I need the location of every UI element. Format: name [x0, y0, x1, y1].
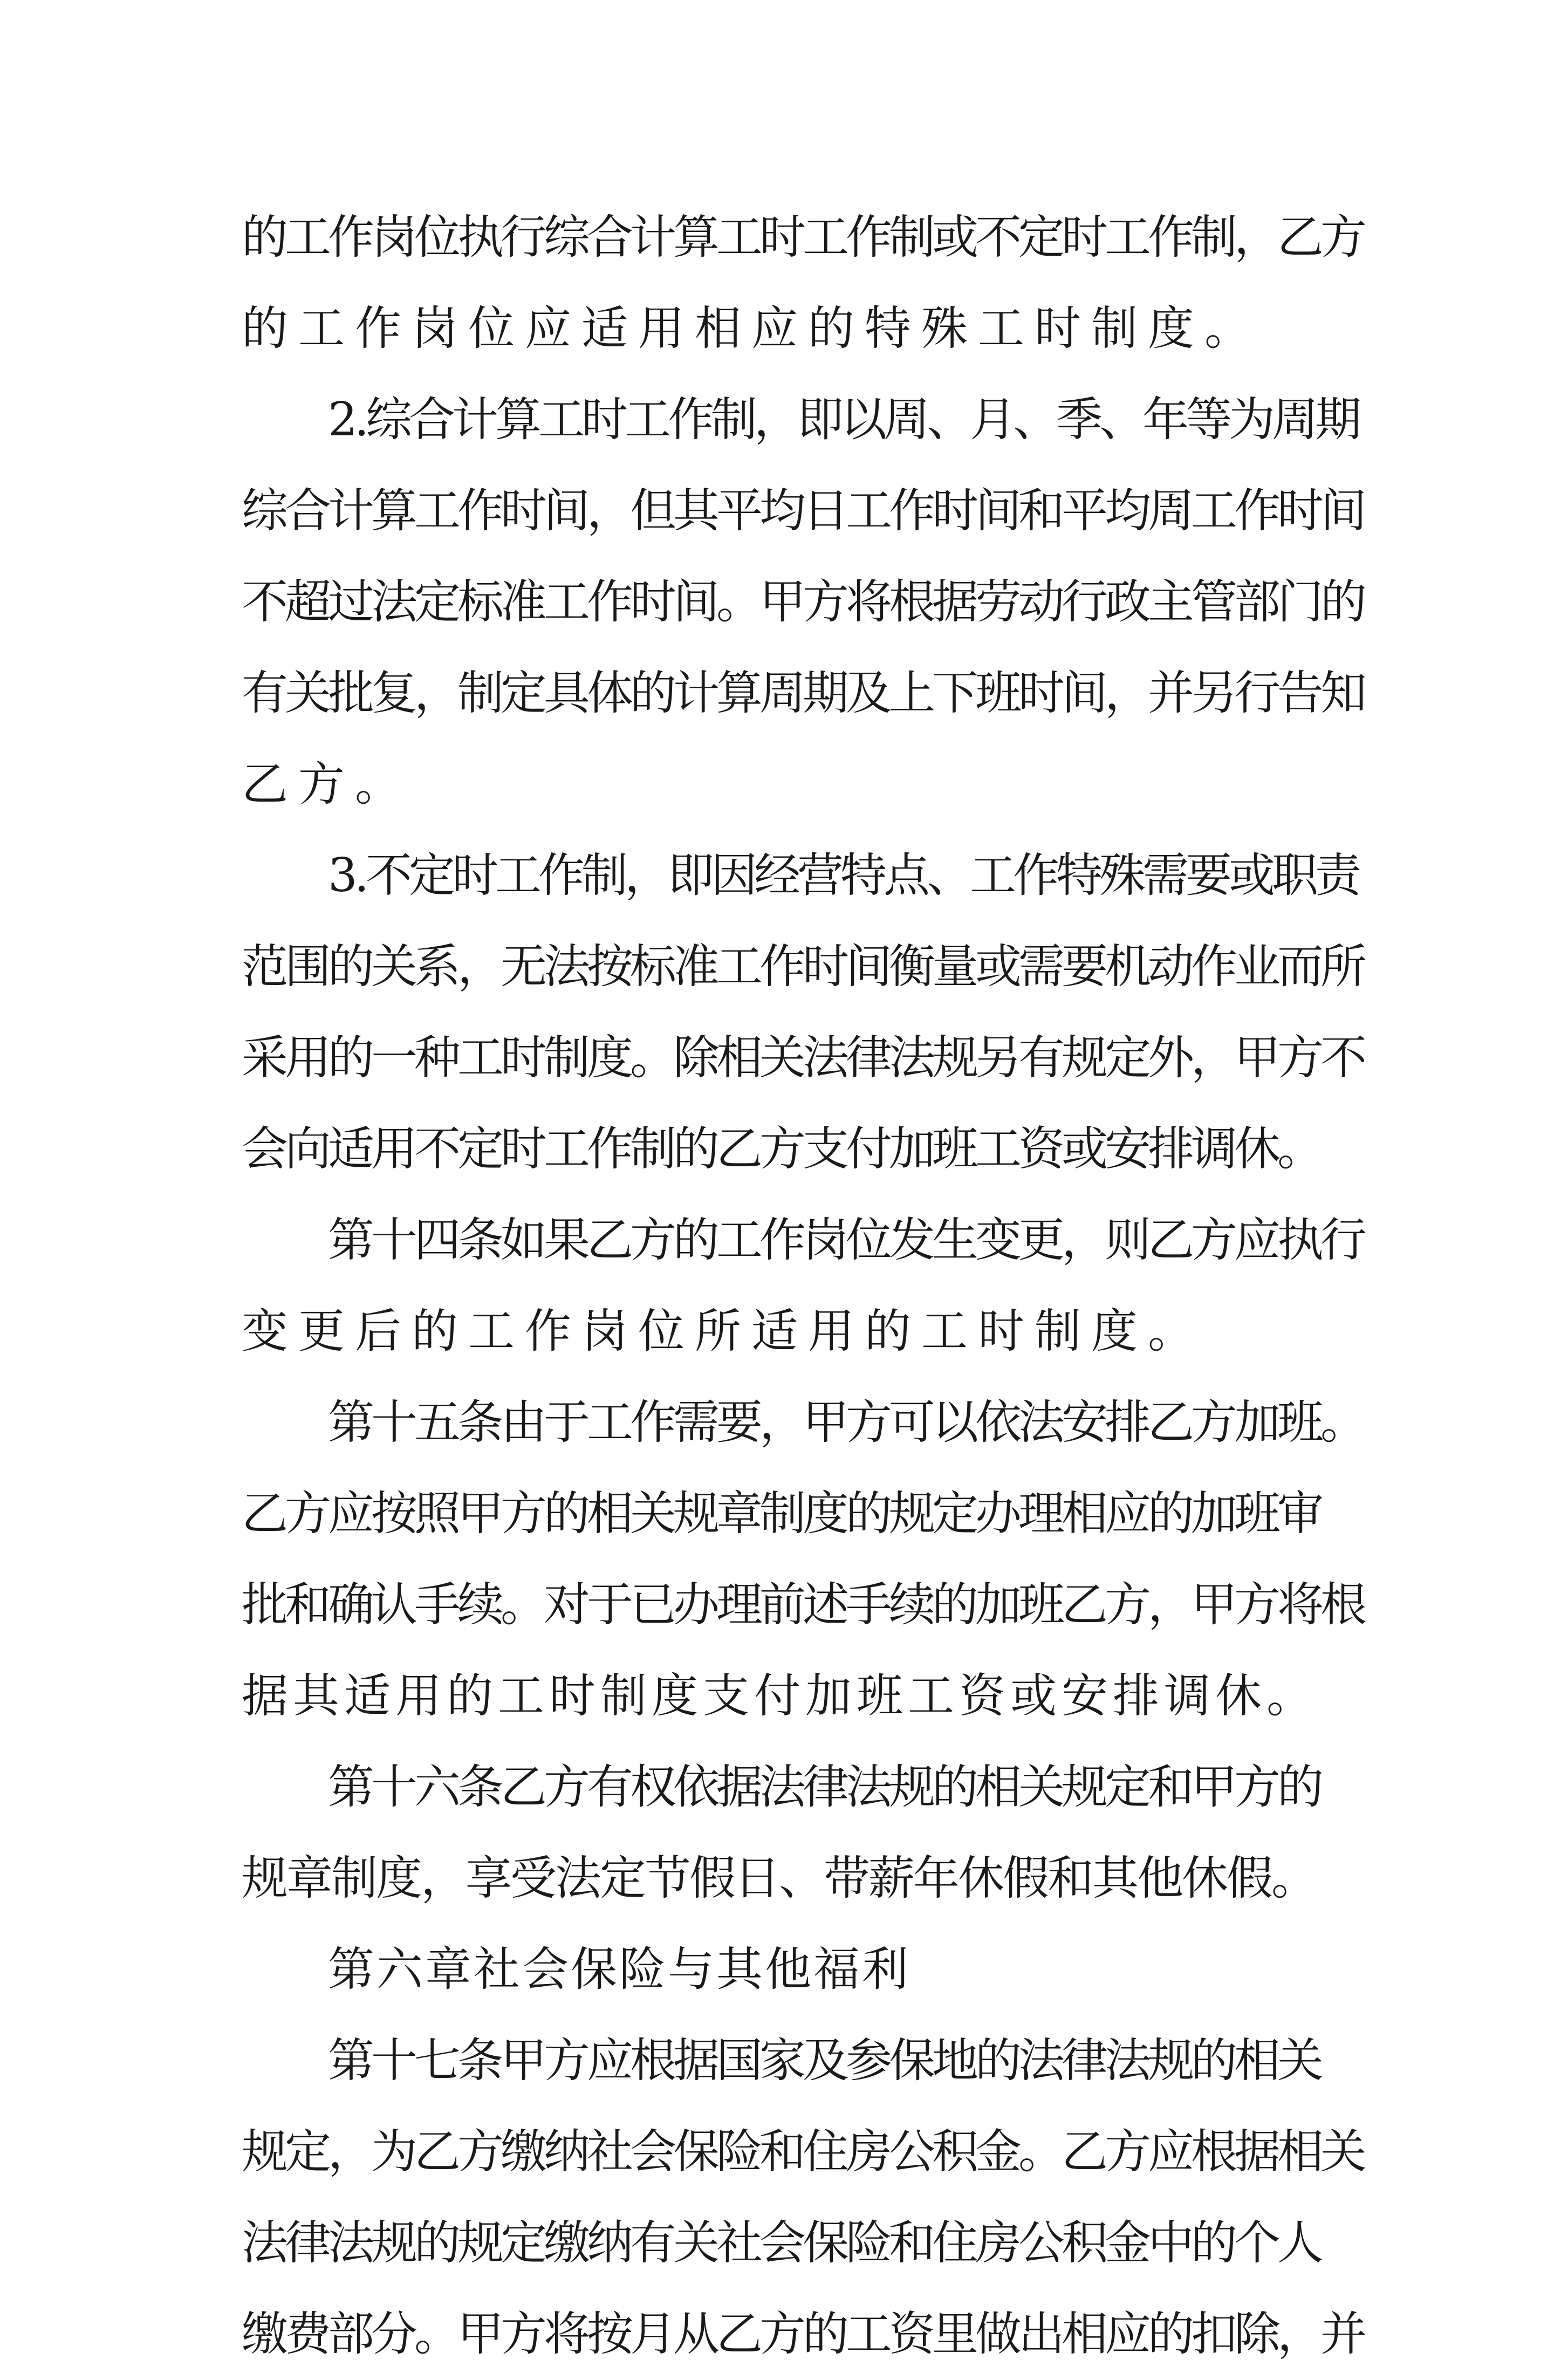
document-body: [242, 192, 1364, 2380]
text-line: 会向适用不定时工作制的乙方支付加班工资或安排调休。: [242, 1122, 1320, 1176]
text-line: 综合计算工作时间，但其平均日工作时间和平均周工作时间: [242, 484, 1364, 538]
text-line: 规定，为乙方缴纳社会保险和住房公积金。乙方应根据相关: [242, 2125, 1364, 2179]
text-line: 的工作岗位应适用相应的特殊工时制度。: [242, 302, 1261, 355]
text-line: 变更后的工作岗位所适用的工时制度。: [242, 1304, 1204, 1358]
paragraph-start: 第十七条甲方应根据国家及参保地的法律法规的相关: [328, 2034, 1320, 2088]
text-line: 批和确认手续。对于已办理前述手续的加班乙方，甲方将根: [242, 1578, 1364, 1632]
text-line: 乙方应按照甲方的相关规章制度的规定办理相应的加班审: [242, 1487, 1320, 1541]
chapter-heading: 第六章社会保险与其他福利: [328, 1943, 910, 1996]
text-line: 规章制度，享受法定节假日、带薪年休假和其他休假。: [242, 1851, 1316, 1905]
text-line: 采用的一种工时制度。除相关法律法规另有规定外，甲方不: [242, 1031, 1364, 1085]
text-line: 的工作岗位执行综合计算工时工作制或不定时工作制，乙方: [242, 210, 1364, 264]
text-line: 乙方。: [242, 757, 412, 811]
text-line: 有关批复，制定具体的计算周期及上下班时间，并另行告知: [242, 666, 1364, 720]
paragraph-start: 3.不定时工作制，即因经营特点、工作特殊需要或职责: [328, 849, 1359, 902]
text-line: 缴费部分。甲方将按月从乙方的工资里做出相应的扣除，并: [242, 2307, 1364, 2361]
text-line: 据其适用的工时制度支付加班工资或安排调休。: [242, 1669, 1318, 1723]
paragraph-start: 2.综合计算工时工作制，即以周、月、季、年等为周期: [328, 393, 1359, 447]
text-line: 范围的关系，无法按标准工作时间衡量或需要机动作业而所: [242, 940, 1364, 994]
text-line: 不超过法定标准工作时间。甲方将根据劳动行政主管部门的: [242, 575, 1364, 629]
paragraph-start: 第十六条乙方有权依据法律法规的相关规定和甲方的: [328, 1760, 1320, 1814]
paragraph-start: 第十五条由于工作需要，甲方可以依法安排乙方加班。: [328, 1396, 1364, 1449]
paragraph-start: 第十四条如果乙方的工作岗位发生变更，则乙方应执行: [328, 1213, 1364, 1267]
text-line: 法律法规的规定缴纳有关社会保险和住房公积金中的个人: [242, 2216, 1320, 2270]
